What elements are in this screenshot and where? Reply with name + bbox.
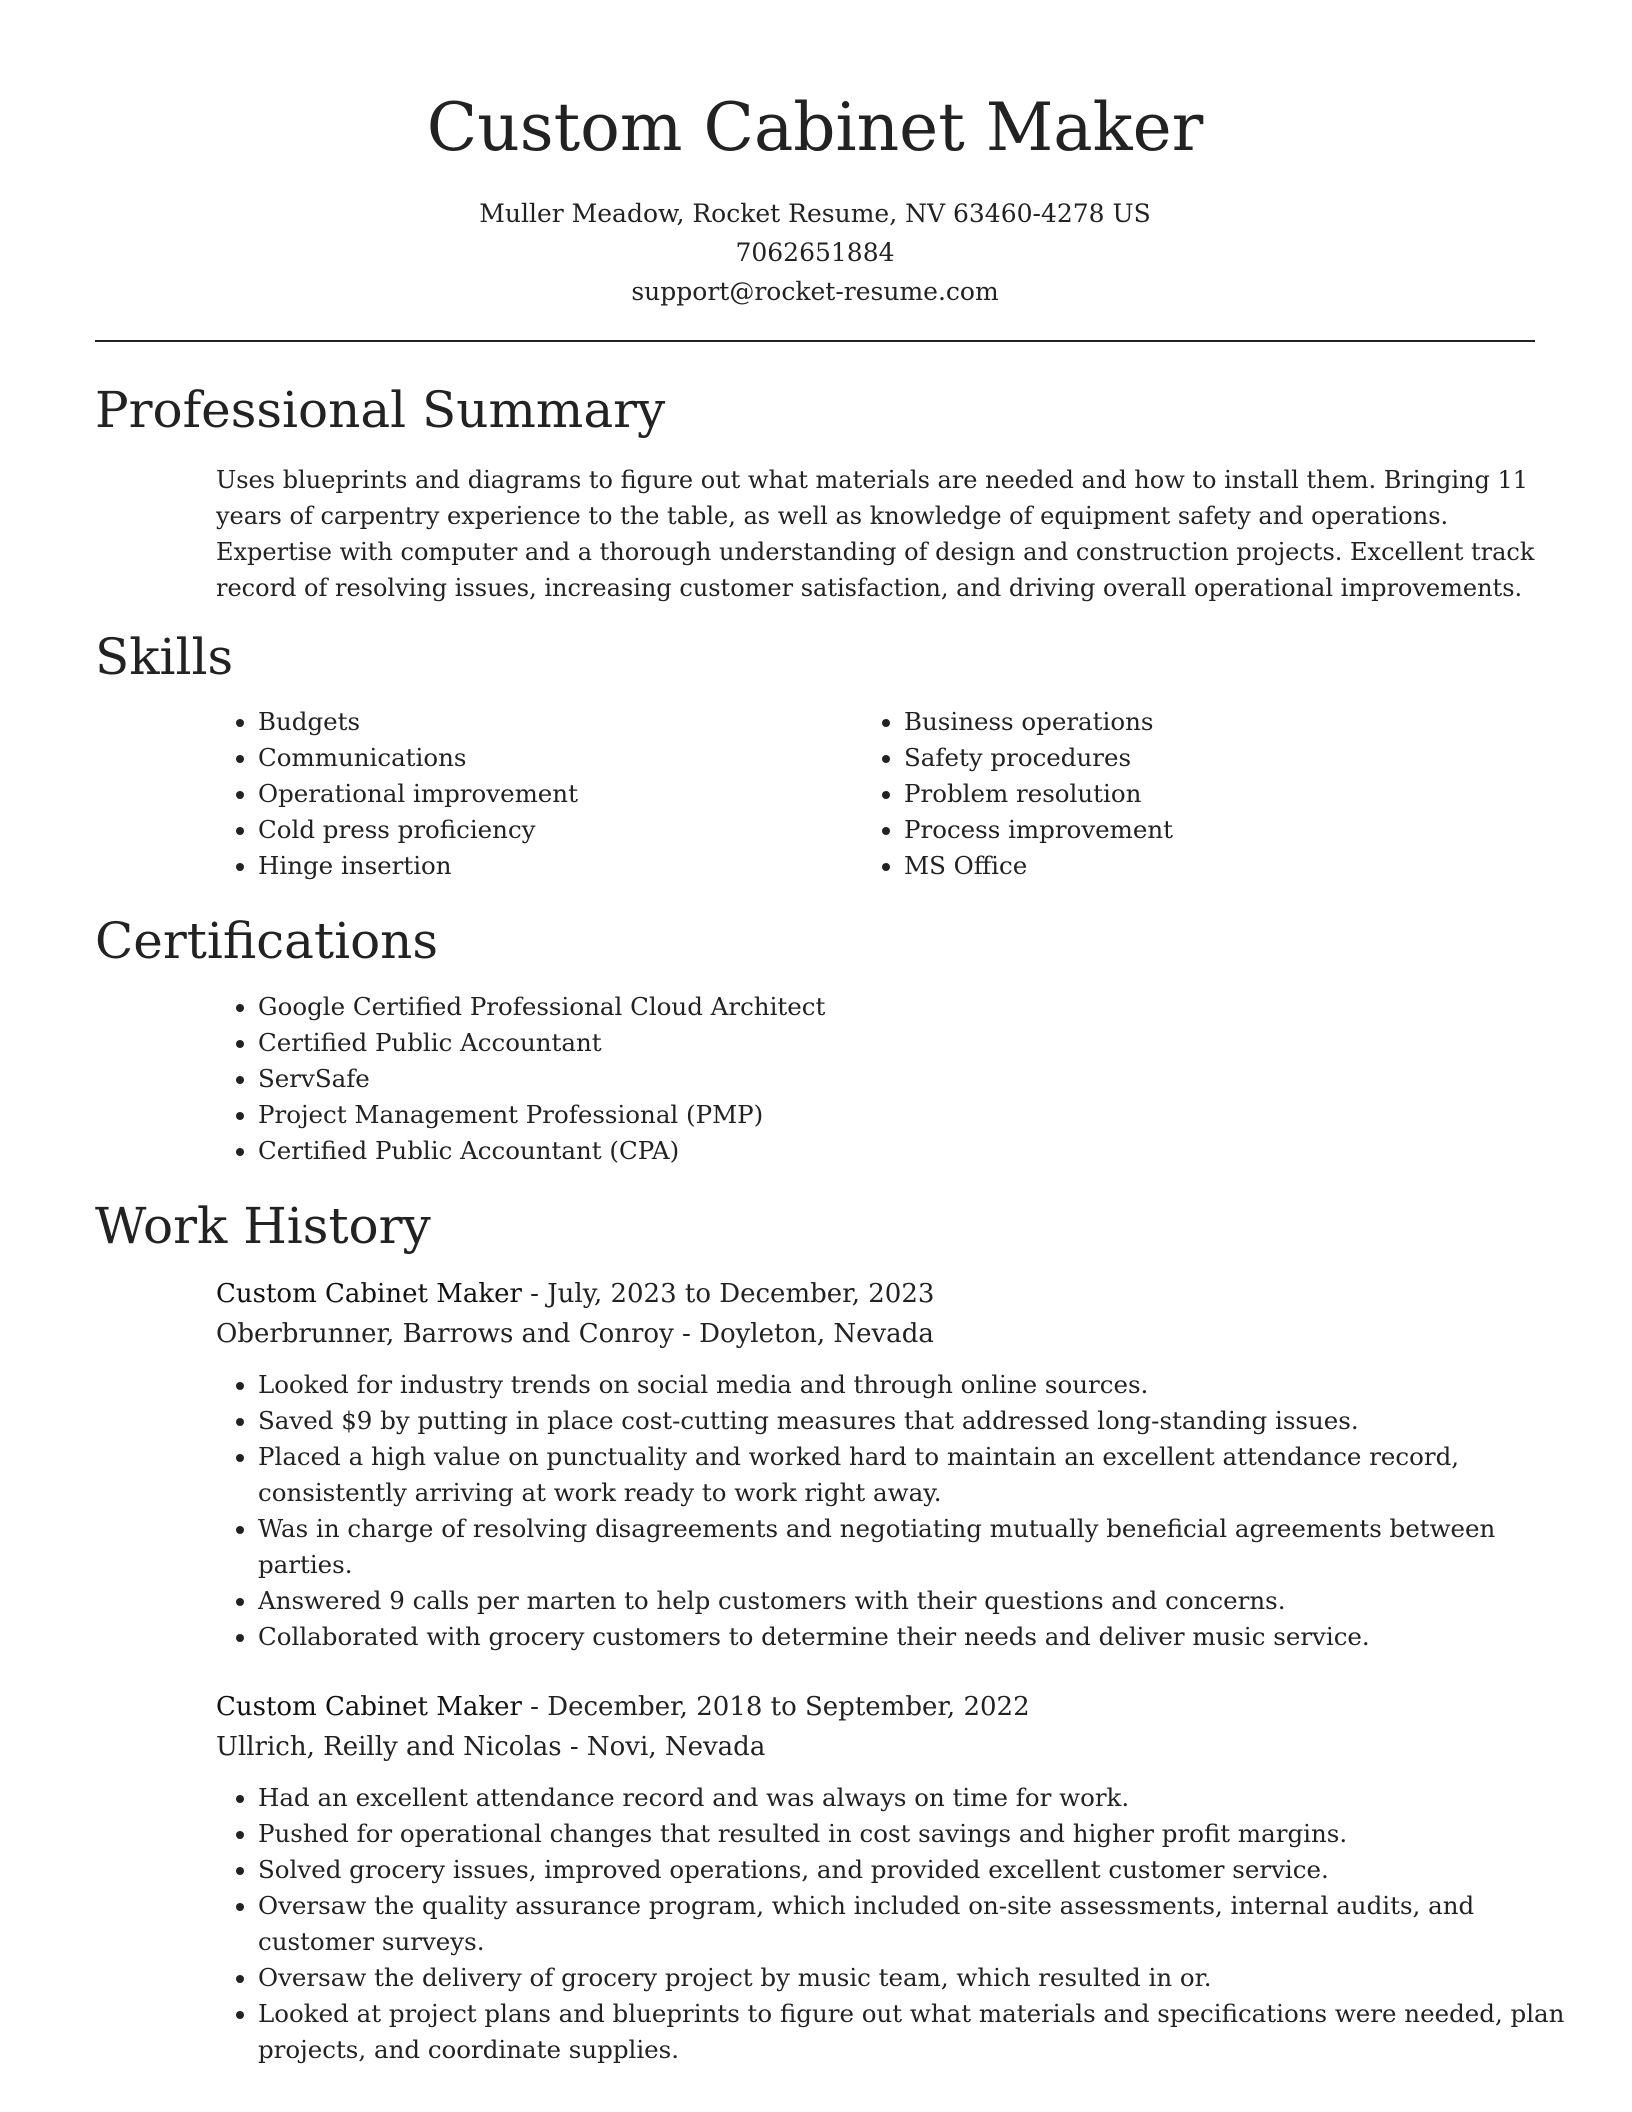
header-divider xyxy=(95,340,1535,342)
summary-text: Uses blueprints and diagrams to figure out what materials are needed and how to install them. Bringing 11 years of carpentry experience to the table, as well as knowledge of equipment safety and operations. Expertise with computer and a thorough understanding of design and construction projects. Excellent track record of resolving issues, increasing customer satisfaction, and driving overall operational improvements. xyxy=(216,466,1535,602)
resume-header xyxy=(95,80,1535,311)
list-item: • Project Management Professional (PMP) xyxy=(258,1097,1558,1133)
skills-list-left xyxy=(214,704,858,884)
list-item: • Communications xyxy=(258,740,858,776)
job-location: - Novi, Nevada xyxy=(561,1732,766,1762)
job-dates: - December, 2018 to September, 2022 xyxy=(521,1692,1030,1722)
list-item: • Hinge insertion xyxy=(258,848,858,884)
job-company-line xyxy=(216,1314,934,1354)
certifications-list xyxy=(214,989,1558,1169)
list-item: • MS Office xyxy=(904,848,1504,884)
list-item: • Oversaw the delivery of grocery project by music team, which resulted in or. xyxy=(258,1960,1588,1996)
list-item: • Placed a high value on punctuality and worked hard to maintain an excellent attendance record, consistently arriving at work ready to work right away. xyxy=(258,1439,1588,1511)
job-title: Custom Cabinet Maker xyxy=(216,1279,522,1309)
job-company: Oberbrunner, Barrows and Conroy xyxy=(216,1319,674,1349)
summary-heading: Professional Summary xyxy=(95,381,666,439)
job-bullets xyxy=(214,1367,1588,1655)
skills-list-right xyxy=(860,704,1504,884)
certifications-heading: Certifications xyxy=(95,912,439,970)
job-bullets xyxy=(214,1780,1588,2068)
job-location: - Doyleton, Nevada xyxy=(673,1319,934,1349)
work-history-heading: Work History xyxy=(95,1197,431,1255)
job-company: Ullrich, Reilly and Nicolas xyxy=(216,1732,562,1762)
list-item: • Certified Public Accountant xyxy=(258,1025,1558,1061)
list-item: • Looked for industry trends on social media and through online sources. xyxy=(258,1367,1588,1403)
job-title-line xyxy=(216,1687,1030,1727)
job-dates: - July, 2023 to December, 2023 xyxy=(521,1279,935,1309)
list-item: • Had an excellent attendance record and was always on time for work. xyxy=(258,1780,1588,1816)
list-item: • Operational improvement xyxy=(258,776,858,812)
contact-address: Muller Meadow, Rocket Resume, NV 63460-4278 US xyxy=(479,199,1151,228)
list-item: • Looked at project plans and blueprints to figure out what materials and specifications were needed, plan projects, and coordinate supplies. xyxy=(258,1996,1588,2068)
list-item: • Process improvement xyxy=(904,812,1504,848)
list-item: • Budgets xyxy=(258,704,858,740)
job-title: Custom Cabinet Maker xyxy=(216,1692,522,1722)
job-company-line xyxy=(216,1727,765,1767)
contact-email: support@rocket-resume.com xyxy=(631,277,999,306)
list-item: • ServSafe xyxy=(258,1061,1558,1097)
list-item: • Collaborated with grocery customers to determine their needs and deliver music service. xyxy=(258,1619,1588,1655)
candidate-name: Custom Cabinet Maker xyxy=(426,89,1204,166)
list-item: • Was in charge of resolving disagreements and negotiating mutually beneficial agreements between parties. xyxy=(258,1511,1588,1583)
contact-phone: 7062651884 xyxy=(735,238,895,267)
list-item: • Answered 9 calls per marten to help customers with their questions and concerns. xyxy=(258,1583,1588,1619)
list-item: • Certified Public Accountant (CPA) xyxy=(258,1133,1558,1169)
list-item: • Safety procedures xyxy=(904,740,1504,776)
list-item: • Cold press proficiency xyxy=(258,812,858,848)
list-item: • Google Certified Professional Cloud Architect xyxy=(258,989,1558,1025)
job-title-line xyxy=(216,1274,934,1314)
list-item: • Pushed for operational changes that resulted in cost savings and higher profit margins. xyxy=(258,1816,1588,1852)
list-item: • Oversaw the quality assurance program, which included on-site assessments, internal audits, and customer surveys. xyxy=(258,1888,1588,1960)
list-item: • Problem resolution xyxy=(904,776,1504,812)
list-item: • Solved grocery issues, improved operations, and provided excellent customer service. xyxy=(258,1852,1588,1888)
list-item: • Business operations xyxy=(904,704,1504,740)
list-item: • Saved $9 by putting in place cost-cutting measures that addressed long-standing issues. xyxy=(258,1403,1588,1439)
skills-heading: Skills xyxy=(95,628,234,686)
